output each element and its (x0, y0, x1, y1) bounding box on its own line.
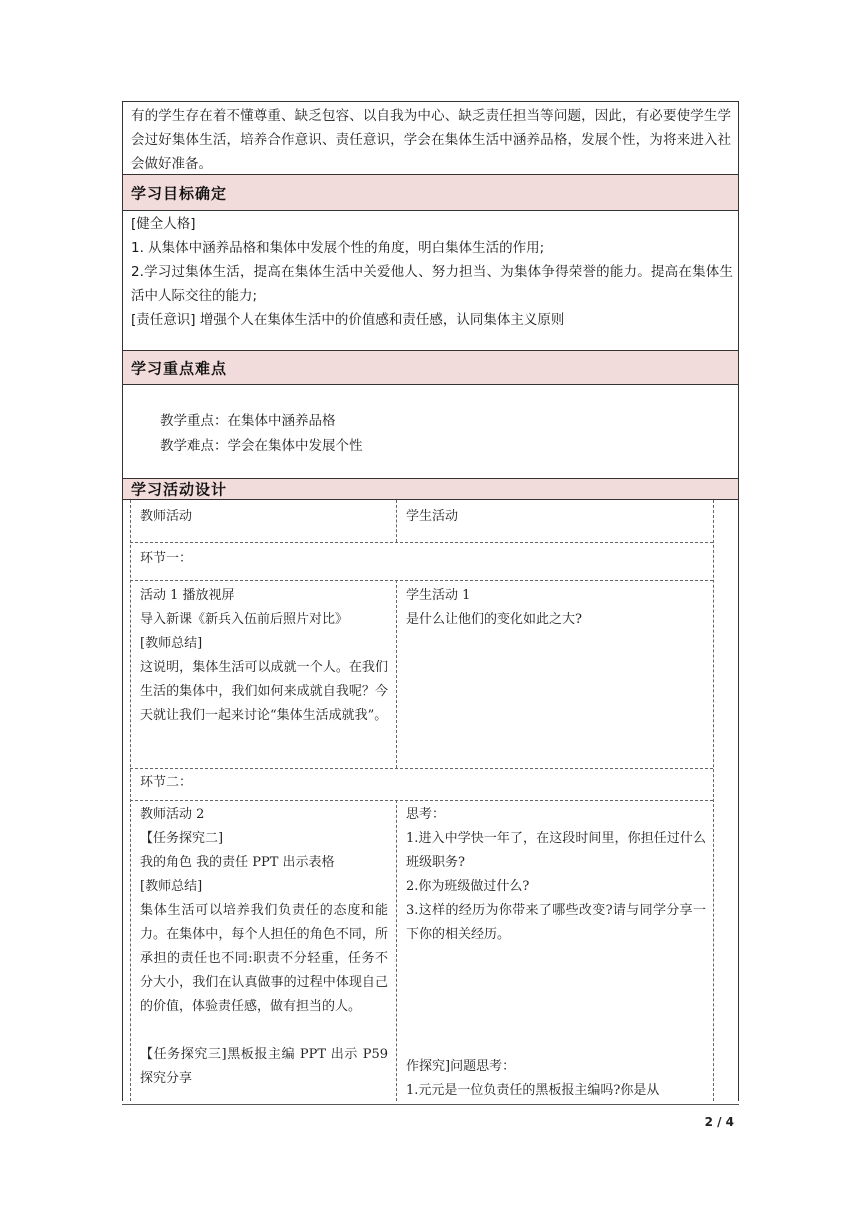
focus-item: 教学重点：在集体中涵养品格 (160, 413, 336, 429)
activity-line: 1.进入中学快一年了，在这段时间里，你担任过什么班级职务? (406, 831, 706, 870)
activity-line: 集体生活可以培养我们负责任的态度和能力。在集体中，每个人担任的角色不同，所承担的责任也不同:职责不分轻重，任务不分大小，我们在认真做事的过程中体现自己的价值，体验责任感，做有担当的人。 (140, 903, 388, 1014)
activity-line: [教师总结] (140, 636, 203, 651)
section-header-focus (123, 350, 738, 385)
activity-line (140, 1019, 388, 1043)
header-student: 学生活动 (406, 509, 459, 524)
activity-line: 学生活动 1 (406, 588, 471, 603)
activity-line: 我的角色 我的责任 PPT 出示表格 (140, 855, 335, 870)
student-activity-3 (406, 1055, 706, 1103)
activity-line: 是什么让他们的变化如此之大? (406, 612, 582, 627)
student-activity-2 (406, 803, 706, 947)
table-rule (130, 542, 713, 543)
student-activity-1 (406, 584, 706, 632)
goals-item: 1. 从集体中涵养品格和集体中发展个性的角度，明白集体生活的作用; (131, 240, 545, 256)
goals-item: 2.学习过集体生活，提高在集体生活中关爱他人、努力担当、为集体争得荣誉的能力。提高在集体生活中人际交往的能力; (131, 264, 733, 304)
page-number: 2 / 4 (704, 1115, 734, 1129)
activity-line: 思考： (406, 807, 446, 822)
goals-list (131, 212, 733, 332)
activity-line: 这说明，集体生活可以成就一个人。在我们生活的集体中，我们如何来成就自我呢？今天就让我们一起来讨论“集体生活成就我”。 (140, 660, 388, 723)
header-teacher: 教师活动 (140, 509, 193, 524)
activity-line: 作探究]问题思考： (406, 1059, 516, 1074)
activity-line: 教师活动 2 (140, 807, 205, 822)
section-title: 学习目标确定 (131, 184, 228, 202)
teacher-activity-1 (140, 584, 388, 728)
goals-item: [责任意识] 增强个人在集体生活中的价值感和责任感，认同集体主义原则 (131, 312, 565, 328)
focus-item: 教学难点：学会在集体中发展个性 (160, 438, 363, 454)
table-divider (396, 500, 397, 542)
table-border-right (713, 500, 714, 1101)
table-divider (396, 580, 397, 768)
table-rule (130, 800, 713, 801)
focus-list (160, 409, 363, 459)
section-title: 学习活动设计 (131, 480, 228, 499)
teacher-activity-2 (140, 803, 388, 1091)
activity-line: 3.这样的经历为你带来了哪些改变?请与同学分享一下你的相关经历。 (406, 903, 706, 942)
activity-line: [教师总结] (140, 879, 203, 894)
activity-line: 1.元元是一位负责任的黑板报主编吗?你是从 (406, 1083, 660, 1098)
stage-label: 环节二： (140, 775, 193, 790)
activity-line: 活动 1 播放视屏 (140, 588, 235, 603)
activity-line: 【任务探究三]黑板报主编 PPT 出示 P59 探究分享 (140, 1047, 388, 1086)
section-title: 学习重点难点 (131, 359, 228, 377)
activity-line: 导入新课《新兵入伍前后照片对比》 (140, 612, 349, 627)
intro-paragraph: 有的学生存在着不懂尊重、缺乏包容、以自我为中心、缺乏责任担当等问题，因此，有必要使学生学会过好集体生活，培养合作意识、责任意识，学会在集体生活中涵养品格，发展个性，为将来进入社会做好准备。 (131, 108, 731, 172)
table-rule (130, 580, 713, 581)
goals-item: [健全人格] (131, 216, 196, 232)
table-rule (130, 768, 713, 769)
activity-line: 【任务探究二] (140, 831, 224, 846)
footer-rule (122, 1104, 739, 1105)
section-header-goals (123, 174, 738, 211)
stage-label: 环节一： (140, 551, 193, 566)
activity-line: 2.你为班级做过什么? (406, 879, 530, 894)
section-header-activity (123, 478, 738, 500)
table-divider (396, 800, 397, 1101)
